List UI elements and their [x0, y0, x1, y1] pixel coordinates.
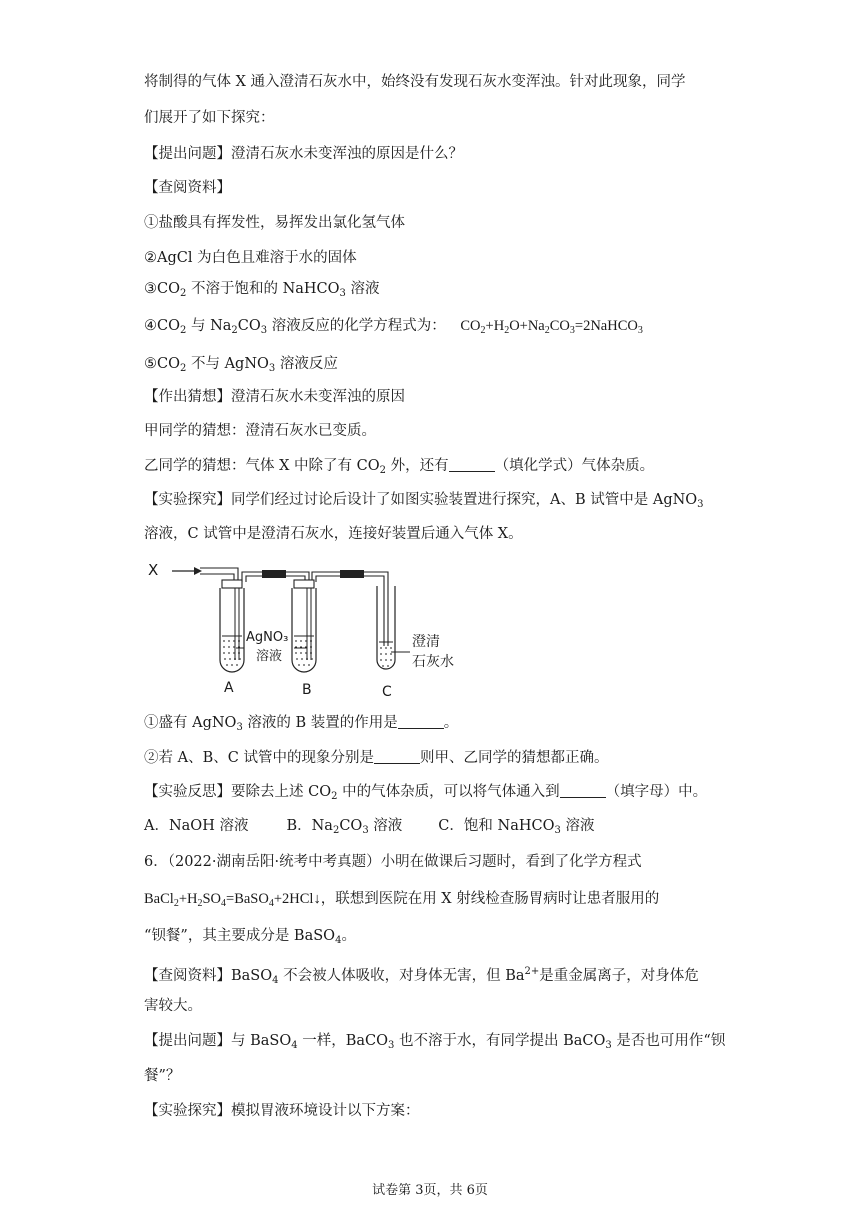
solution-label: 溶液 — [256, 649, 283, 664]
tube-a-label: A — [224, 680, 234, 696]
limewater-label: 石灰水 — [412, 654, 454, 670]
chemical-equation: $CO_2+H_2O+Na_2CO_3=2NaHCO_3$ — [460, 318, 643, 336]
text-line: 将制得的气体 X 通入澄清石灰水中，始终没有发现石灰水变浑浊。针对此现象，同学 — [144, 74, 686, 90]
agno3-label: AgNO₃ — [246, 630, 289, 645]
question-line: ②若 A、B、C 试管中的现象分别是 则甲、乙同学的猜想都正确。 — [144, 750, 609, 766]
tube-c-label: C — [382, 684, 392, 700]
question-line: 【实验反思】要除去上述 $CO_2$ 中的气体杂质，可以将气体通入到 （填字母）中。 — [144, 784, 708, 802]
tube-b-label: B — [302, 682, 312, 698]
text-line: 【提出问题】与 BaSO$_4$ 一样，BaCO$_3$ 也不溶于水，有同学提出 BaCO$_3$ 是否也可用作“钡 — [144, 1033, 726, 1051]
text-line: 【实验探究】模拟胃液环境设计以下方案： — [144, 1103, 420, 1119]
page-footer: 试卷第 3页，共 6页 — [372, 1183, 488, 1198]
text-line: $④CO_2$ 与 $Na_2CO_3$ 溶液反应的化学方程式为： $CO_2+H_2O+Na_2CO_3=2NaHCO_3$ — [144, 318, 643, 336]
text-line: 甲同学的猜想：澄清石灰水已变质。 — [144, 423, 376, 439]
text-line: 【提出问题】澄清石灰水未变浑浊的原因是什么？ — [144, 146, 463, 162]
stopper-b — [294, 580, 314, 588]
rubber-connector — [340, 570, 364, 578]
text-line: 们展开了如下探究： — [144, 110, 275, 126]
clear-label: 澄清 — [412, 634, 440, 650]
text-line: 溶液，C 试管中是澄清石灰水，连接好装置后通入气体 X。 — [144, 526, 523, 542]
text-line: $⑤CO_2$ 不与 AgNO$_3$ 溶液反应 — [144, 356, 338, 374]
answer-blank — [449, 457, 495, 472]
text-line: 害较大。 — [144, 998, 202, 1014]
text-line: $③CO_2$ 不溶于饱和的 NaHCO$_3$ 溶液 — [144, 281, 380, 299]
text-line: “钡餐”，其主要成分是 BaSO$_4$。 — [144, 928, 356, 946]
gas-x-label: X — [148, 561, 159, 579]
question-line: ①盛有 AgNO$_3$ 溶液的 B 装置的作用是 。 — [144, 715, 459, 733]
text-line: ②AgCl 为白色且难溶于水的固体 — [144, 250, 357, 266]
text-line: ①盐酸具有挥发性，易挥发出氯化氢气体 — [144, 215, 405, 231]
answer-blank — [560, 783, 606, 798]
section-heading: 【查阅资料】 — [144, 180, 231, 196]
question-line: 6．（2022·湖南岳阳·统考中考真题）小明在做课后习题时，看到了化学方程式 — [144, 854, 642, 870]
chemical-equation: $BaCl_2+H_2SO_4=BaSO_4+2HCl↓$ — [144, 891, 321, 909]
text-line: 【查阅资料】BaSO$_4$ 不会被人体吸收，对身体无害，但 $Ba^{2+}$是重金属离子，对身体危 — [144, 966, 699, 986]
answer-blank — [374, 749, 420, 764]
option-a: A．NaOH 溶液 — [144, 818, 249, 834]
options-line: A．NaOH 溶液 B．$Na_2CO_3$ 溶液 C．饱和 NaHCO$_3$ 溶液 — [144, 818, 595, 836]
test-tube-c — [377, 586, 395, 669]
text-line: 乙同学的猜想：气体 X 中除了有 $CO_2$ 外，还有 （填化学式）气体杂质。 — [144, 458, 655, 476]
text-line: 餐”？ — [144, 1068, 181, 1084]
question-line: $BaCl_2+H_2SO_4=BaSO_4+2HCl↓$，联想到医院在用 X 射线检查肠胃病时让患者服用的 — [144, 891, 660, 909]
answer-blank — [398, 714, 444, 729]
text-line: 【作出猜想】澄清石灰水未变浑浊的原因 — [144, 389, 405, 405]
rubber-connector — [262, 570, 286, 578]
text-line: 【实验探究】同学们经过讨论后设计了如图实验装置进行探究，A、B 试管中是 AgNO$_3$ — [144, 492, 704, 510]
experiment-apparatus-figure — [144, 556, 484, 706]
stopper-a — [222, 580, 242, 588]
